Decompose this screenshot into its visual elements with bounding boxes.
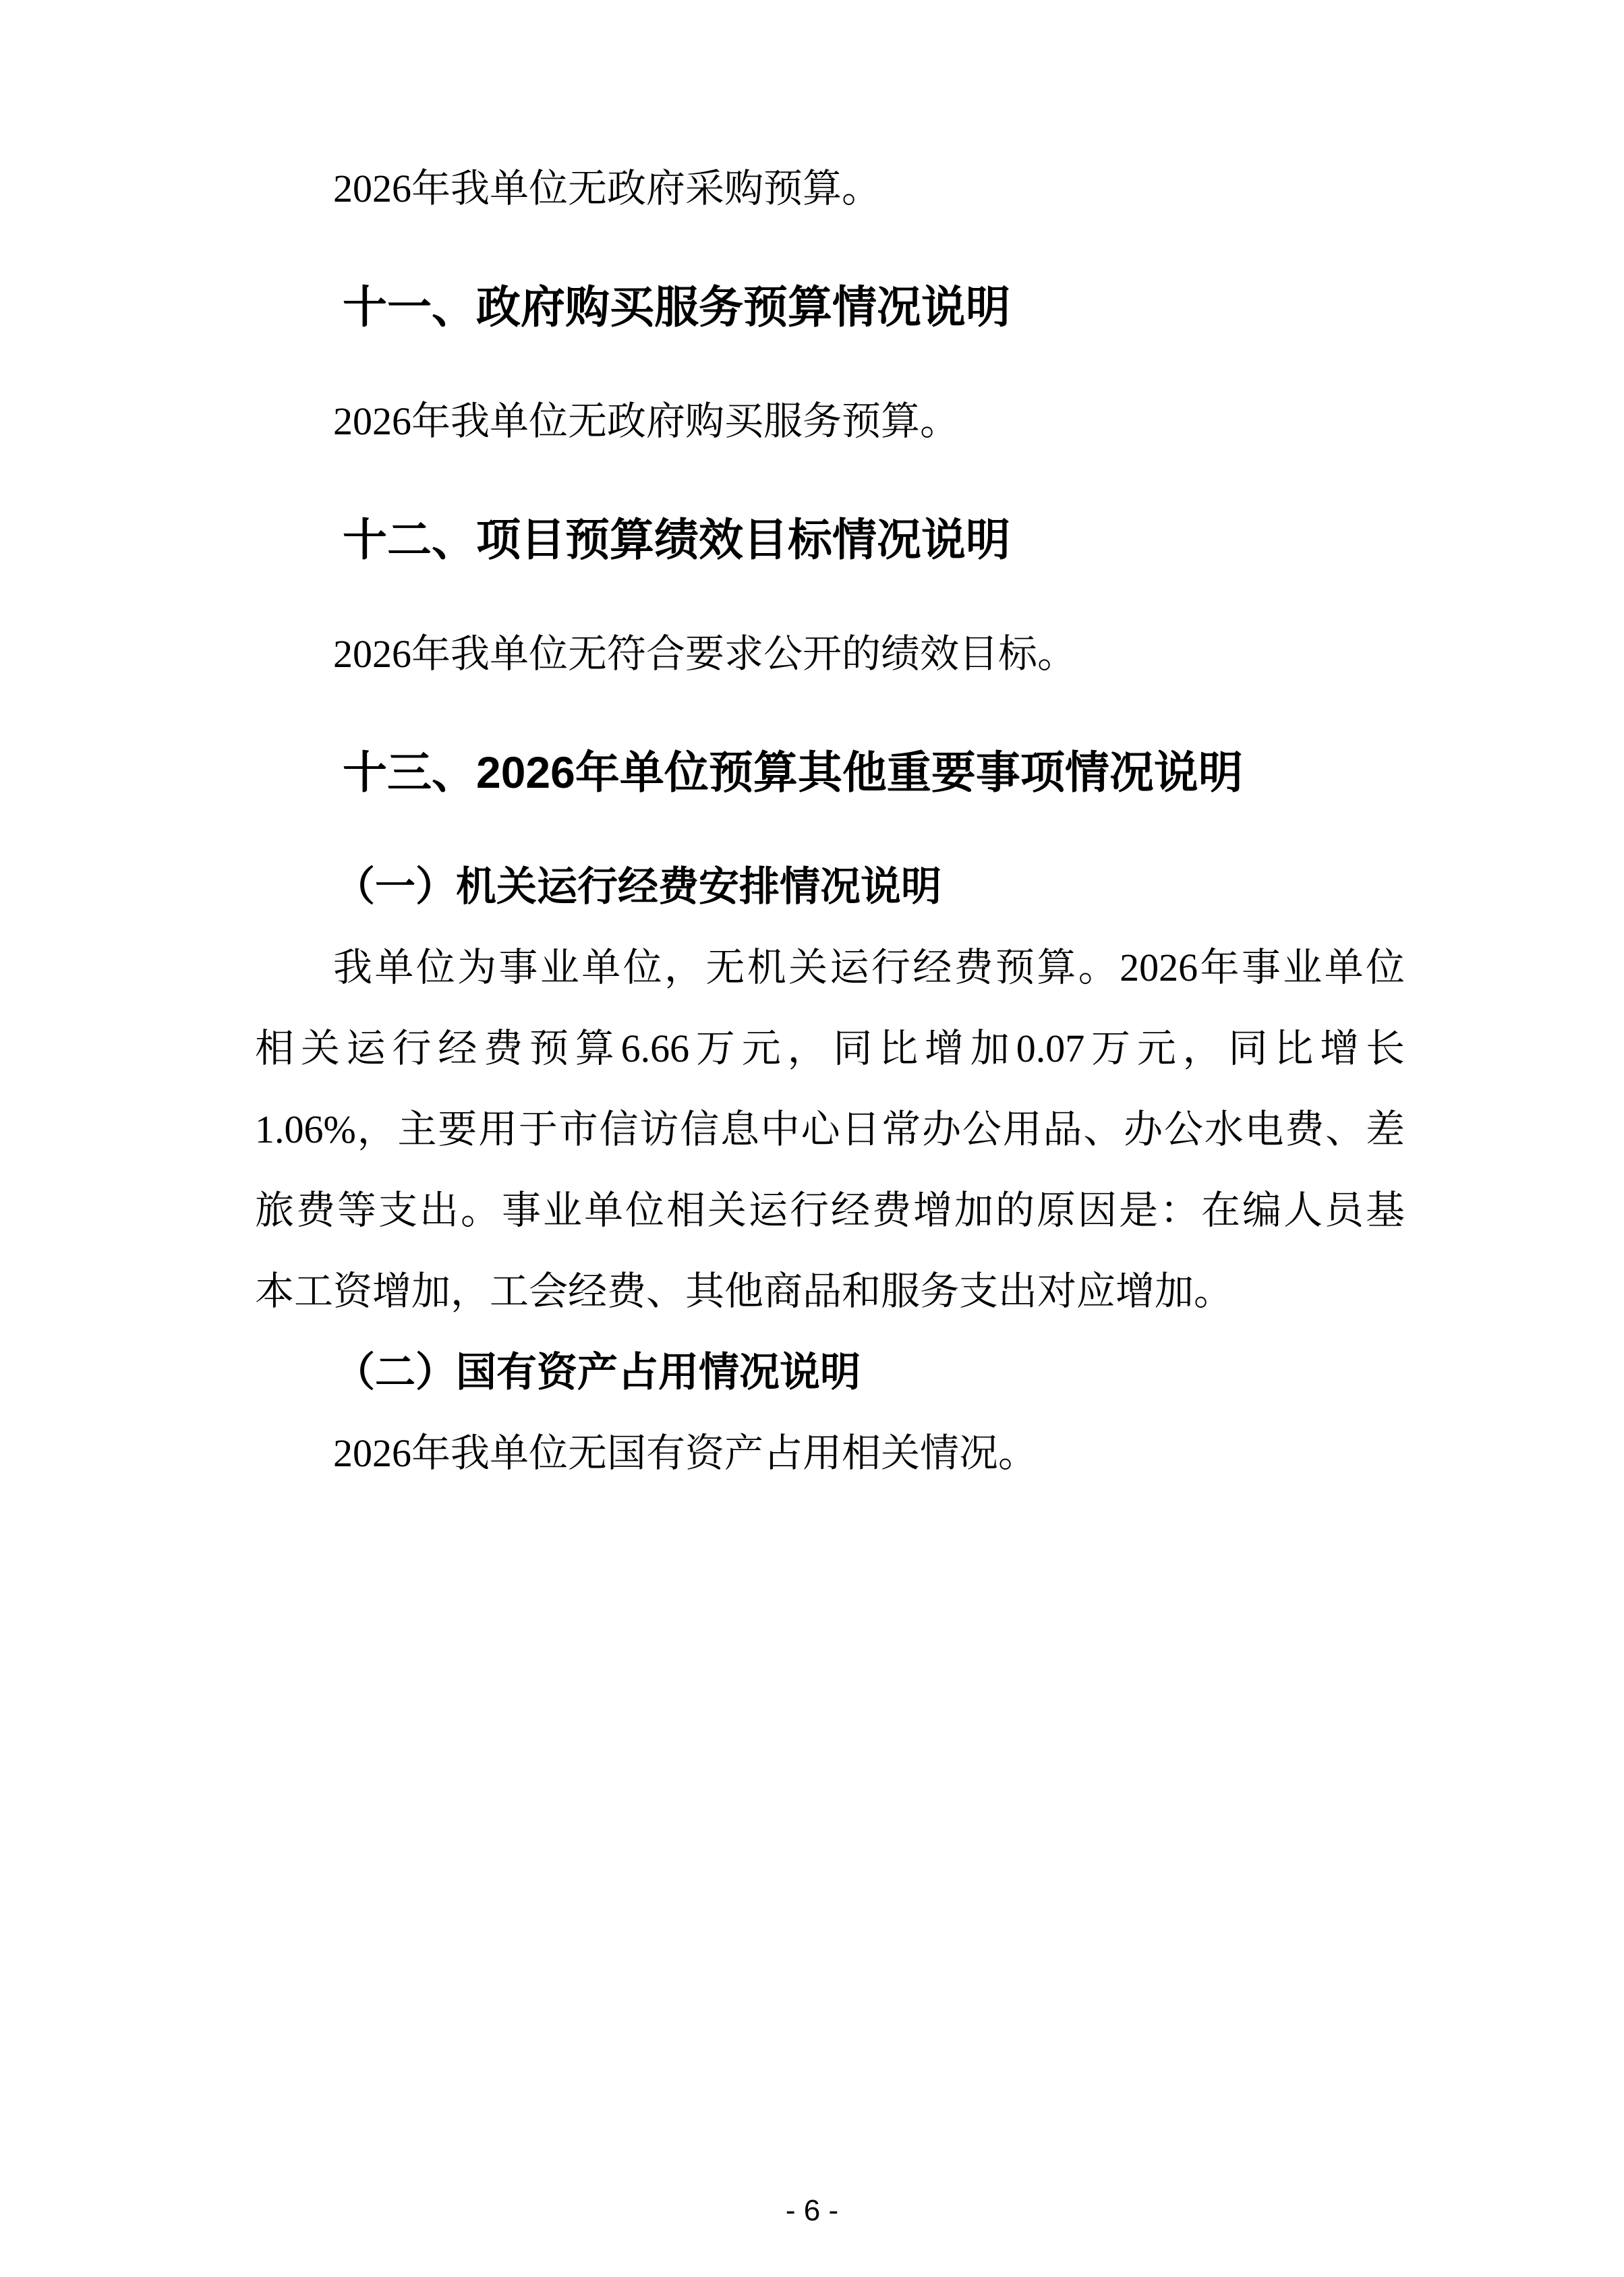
heading-section-13: 十三、2026年单位预算其他重要事项情况说明 [343,747,1243,797]
paragraph-no-state-assets: 2026年我单位无国有资产占用相关情况。 [333,1431,1038,1475]
operating-expense-paragraph-line: 相关运行经费预算6.66万元，同比增加0.07万元，同比增长 [255,1027,1405,1070]
paragraph-no-performance-target: 2026年我单位无符合要求公开的绩效目标。 [333,632,1077,676]
operating-expense-paragraph-line: 本工资增加，工会经费、其他商品和服务支出对应增加。 [255,1269,1234,1313]
page-number: - 6 - [785,2194,839,2227]
operating-expense-paragraph-line: 旅费等支出。事业单位相关运行经费增加的原因是：在编人员基 [255,1188,1405,1232]
heading-section-12: 十二、项目预算绩效目标情况说明 [343,515,1010,565]
subheading-state-assets: （二）国有资产占用情况说明 [335,1350,861,1395]
operating-expense-paragraph-line: 1.06%，主要用于市信访信息中心日常办公用品、办公水电费、差 [255,1107,1405,1151]
operating-expense-paragraph-line: 我单位为事业单位，无机关运行经费预算。2026年事业单位 [333,946,1405,989]
document-body [255,148,1405,1494]
heading-section-11: 十一、政府购买服务预算情况说明 [343,282,1010,332]
paragraph-no-government-procurement: 2026年我单位无政府采购预算。 [333,167,881,210]
paragraph-no-purchase-service-budget: 2026年我单位无政府购买服务预算。 [333,399,960,443]
subheading-operating-expense: （一）机关运行经费安排情况说明 [335,864,941,909]
